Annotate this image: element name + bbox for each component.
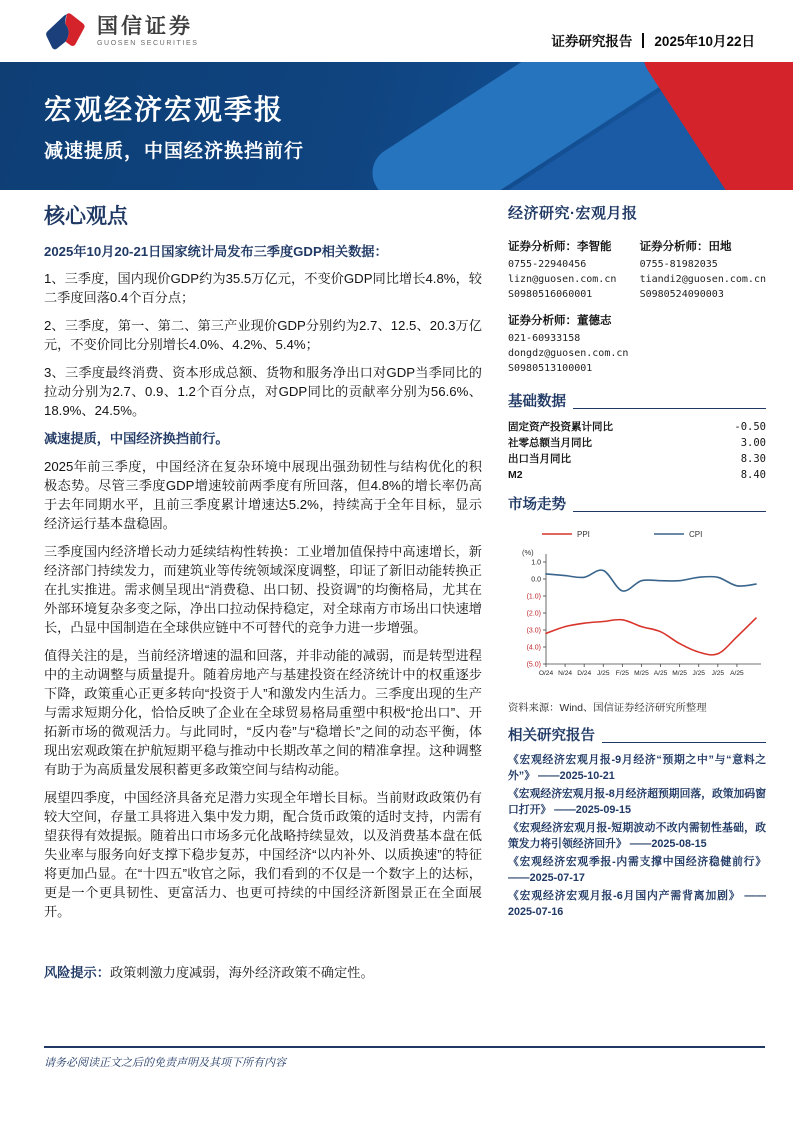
svg-text:(%): (%) [522,548,534,557]
related-report-list [508,753,766,920]
svg-text:F/25: F/25 [615,670,629,677]
related-reports-title: 相关研究报告 [508,728,595,744]
svg-text:O/24: O/24 [538,670,554,677]
analyst-phone: 021-60933158 [508,333,581,344]
core-subhead: 减速提质，中国经济换挡前行。 [44,431,229,446]
analyst-card [640,238,766,302]
page-footer [44,1046,765,1070]
market-trend-title: 市场走势 [508,497,566,513]
basic-data-value: 8.40 [740,469,766,481]
analysis-paragraph-4: 展望四季度，中国经济具备充足潜力实现全年增长目标。当前财政政策仍有较大空间，存量工具将进入集中发力期，配合货币政策的适时支持，内需有望获得有效提振。随着出口市场多元化战略持续显效，以及消费基本盘在低失业率与服务向好支撑下稳步复苏，中国经济“以内补外、以质换速”的特征将更加凸显。在“十四五”收官之际，我们看到的不仅是一个数字上的达标，更是一个更具韧性、更富活力、也更可持续的中国经济新图景正在全面展开。 [44,790,482,919]
gdp-point-2: 2、三季度，第一、第二、第三产业现价GDP分别约为2.7、12.5、20.3万亿元，不变价同比分别增长4.0%、4.2%、5.4%； [44,318,482,352]
report-meta [551,30,755,50]
analyst-name: 证券分析师：李智能 [508,241,612,253]
basic-data-heading [508,390,766,411]
basic-data-row [508,435,766,451]
core-view-title: 核心观点 [44,205,128,228]
svg-text:J/25: J/25 [597,670,610,677]
svg-text:D/24: D/24 [577,670,592,677]
chart-source: 资料来源：Wind、国信证券经济研究所整理 [508,703,707,714]
svg-text:0.0: 0.0 [531,576,541,584]
svg-text:(5.0): (5.0) [526,661,541,669]
core-view-column [44,200,482,995]
analyst-phone: 0755-22940456 [508,259,587,270]
brand-name-en: GUOSEN SECURITIES [97,39,199,47]
analyst-email: dongdz@guosen.com.cn [508,348,629,359]
guosen-logo [44,11,199,51]
analyst-sac-number: S0980513100001 [508,363,593,374]
analyst-name: 证券分析师：董德志 [508,315,612,327]
report-date: 2025年10月22日 [654,34,755,49]
svg-text:(2.0): (2.0) [526,610,541,618]
related-reports-heading [508,724,766,745]
related-report-item: 《宏观经济宏观月报-短期波动不改内需韧性基础，政策发力将引领经济回升》 ——2025-08-15 [508,822,766,850]
risk-text: 政策刺激力度减弱，海外经济政策不确定性。 [109,965,374,980]
svg-text:PPI: PPI [577,530,590,539]
report-subtitle: 减速提质，中国经济换挡前行 [44,141,305,162]
market-trend-heading [508,493,766,514]
analyst-card [508,312,632,376]
analyst-list [508,238,766,376]
related-report-item: 《宏观经济宏观季报-内需支撑中国经济稳健前行》 ——2025-07-17 [508,856,766,884]
related-report-item: 《宏观经济宏观月报-9月经济“预期之中”与“意料之外”》 ——2025-10-21 [508,754,766,782]
header-divider [642,33,644,48]
svg-text:(4.0): (4.0) [526,644,541,652]
basic-data-value: 3.00 [740,437,766,449]
basic-data-row [508,467,766,483]
analyst-email: lizn@guosen.com.cn [508,274,617,285]
gdp-point-1: 1、三季度，国内现价GDP约为35.5万亿元，不变价GDP同比增长4.8%，较二季度回落0.4个百分点； [44,271,482,305]
content [44,200,766,995]
analysis-paragraph-2: 三季度国内经济增长动力延续结构性转换：工业增加值保持中高速增长，新经济部门持续发力，而建筑业等传统领域深度调整，印证了新旧动能转换正在扎实推进。需求侧呈现出“消费稳、出口韧、投资调”的均衡格局，尤其在外部环境复杂多变之际，净出口拉动保持稳定，对全球南方市场出口快速增长，凸显中国制造在全球供应链中不可替代的竞争力进一步增强。 [44,544,482,635]
svg-text:M/25: M/25 [672,670,687,677]
related-report-item: 《宏观经济宏观月报-8月经济超预期回落，政策加码窗口打开》 ——2025-09-15 [508,788,766,816]
market-trend-chart [508,526,766,686]
analyst-card [508,238,632,302]
analysis-paragraph-1: 2025年前三季度，中国经济在复杂环境中展现出强劲韧性与结构优化的积极态势。尽管三季度GDP增速较前两季度有所回落，但4.8%的增长率仍高于去年同期水平，且前三季度累计增速达5.2%，持续高于全年目标，显示经济运行基本盘稳固。 [44,459,482,531]
brand-text [97,16,199,47]
gdp-release-lead: 2025年10月20-21日国家统计局发布三季度GDP相关数据： [44,244,388,259]
heading-rule [602,742,766,743]
svg-text:1.0: 1.0 [531,559,541,567]
basic-data-value: -0.50 [734,421,766,433]
basic-data-row [508,419,766,435]
basic-data-row [508,451,766,467]
svg-text:N/24: N/24 [558,670,573,677]
gdp-point-3: 3、三季度最终消费、资本形成总额、货物和服务净出口对GDP当季同比的拉动分别为2.7、0.9、1.2个百分点，对GDP同比的贡献率分别为56.6%、18.9%、24.5%。 [44,365,482,418]
svg-text:M/25: M/25 [634,670,649,677]
analyst-phone: 0755-81982035 [639,259,718,270]
basic-data-title: 基础数据 [508,394,566,410]
guosen-logo-icon [44,11,88,51]
svg-text:(3.0): (3.0) [526,627,541,635]
risk-note [44,963,482,982]
heading-rule [573,511,766,512]
svg-text:(1.0): (1.0) [526,593,541,601]
report-title: 宏观经济宏观季报 [44,94,285,125]
analyst-sac-number: S0980524090003 [639,289,724,300]
sidebar [508,200,766,995]
svg-text:A/25: A/25 [730,670,744,677]
analyst-name: 证券分析师：田地 [639,241,732,253]
svg-text:CPI: CPI [689,530,703,539]
basic-data-label: M2 [508,469,523,481]
svg-text:A/25: A/25 [653,670,668,677]
basic-data-label: 固定资产投资累计同比 [508,421,613,433]
analysis-paragraph-3: 值得关注的是，当前经济增速的温和回落，并非动能的减弱，而是转型进程中的主动调整与质量提升。随着房地产与基建投资在经济统计中的权重逐步下降，政策重心正更多转向“投资于人”和激发内生活力。三季度出现的生产与需求短期分化，恰恰反映了企业在全球贸易格局重塑中积极“抢出口”、开拓新市场的微观活力。与此同时，“反内卷”与“稳增长”之间的动态平衡，体现出宏观政策在护航短期平稳与推动中长期改革之间的精准拿捏。这种调整有助于为高质量发展积蓄更多政策空间与结构动能。 [44,648,482,777]
analyst-email: tiandi2@guosen.com.cn [639,274,766,285]
svg-text:J/25: J/25 [711,670,725,677]
basic-data-label: 社零总额当月同比 [508,437,592,449]
basic-data-value: 8.30 [740,453,766,465]
svg-text:J/25: J/25 [692,670,705,677]
related-report-item: 《宏观经济宏观月报-6月国内产需背离加剧》 ——2025-07-16 [508,890,766,918]
basic-data-label: 出口当月同比 [508,453,571,465]
brand-name-cn: 国信证券 [97,14,193,38]
page-header [0,0,793,62]
title-banner [0,62,793,190]
risk-label: 风险提示： [44,965,110,980]
disclaimer-text: 请务必阅读正文之后的免责声明及其项下所有内容 [44,1057,286,1069]
basic-data-table [508,419,766,483]
analyst-sac-number: S0980516060001 [508,289,593,300]
heading-rule [573,408,766,409]
report-category: 经济研究·宏观月报 [508,205,638,222]
report-type-label: 证券研究报告 [551,34,633,49]
